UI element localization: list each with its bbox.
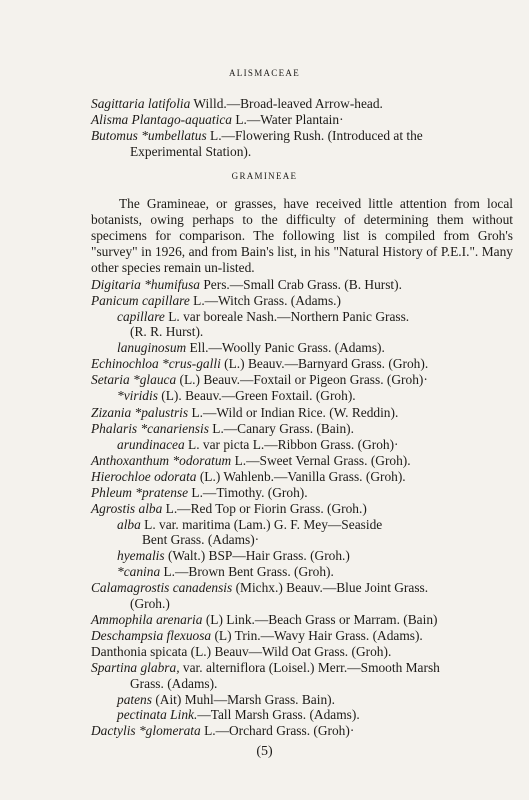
entry-line: Dactylis *glomerata L.—Orchard Grass. (Groh)· [91,723,355,738]
entry-line: patens (Ait) Muhl—Marsh Grass. Bain). [117,692,335,707]
entry-line: Digitaria *humifusa Pers.—Small Crab Grass. (B. Hurst). [91,277,402,292]
entry-line: Echinochloa *crus-galli (L.) Beauv.—Barnyard Grass. (Groh). [91,356,429,371]
entry-line: alba L. var. maritima (Lam.) G. F. Mey—Seaside [117,517,383,532]
entry-line: Grass. (Adams). [130,676,218,691]
entry-line: Zizania *palustris L.—Wild or Indian Rice. (W. Reddin). [91,405,399,420]
entry-line: Panicum capillare L.—Witch Grass. (Adams.) [91,293,341,308]
entry-line: Phleum *pratense L.—Timothy. (Groh). [91,485,308,500]
entry-line: *viridis (L). Beauv.—Green Foxtail. (Groh). [117,388,356,403]
entry-line: Phalaris *canariensis L.—Canary Grass. (Bain). [91,421,354,436]
page-number: (5) [256,744,273,759]
entry-line: hyemalis (Walt.) BSP—Hair Grass. (Groh.) [117,548,350,563]
entry-line: Experimental Station). [130,144,252,159]
entry-line: (Groh.) [130,596,170,611]
entry-line: Sagittaria latifolia Willd.—Broad-leaved Arrow-head. [91,96,383,111]
entry-line: Setaria *glauca (L.) Beauv.—Foxtail or Pigeon Grass. (Groh)· [91,372,428,387]
entry-line: Butomus *umbellatus L.—Flowering Rush. (Introduced at the [91,128,423,143]
entry-line: *canina L.—Brown Bent Grass. (Groh). [117,564,334,579]
entry-line: (R. R. Hurst). [130,324,204,339]
entry-line: Ammophila arenaria (L) Link.—Beach Grass or Marram. (Bain) [91,612,438,627]
entry-line: capillare L. var boreale Nash.—Northern Panic Grass. [117,309,410,324]
entry-line: Hierochloe odorata (L.) Wahlenb.—Vanilla Grass. (Groh). [91,469,406,484]
entry-line: Spartina glabra, var. alterniflora (Loisel.) Merr.—Smooth Marsh [91,660,440,675]
entry-line: Alisma Plantago-aquatica L.—Water Plantain· [91,112,344,127]
entry-line: arundinacea L. var picta L.—Ribbon Grass. (Groh)· [117,437,399,452]
entry-line: Anthoxanthum *odoratum L.—Sweet Vernal Grass. (Groh). [91,453,411,468]
entry-line: lanuginosum Ell.—Woolly Panic Grass. (Adams). [117,340,385,355]
entry-line: Danthonia spicata (L.) Beauv—Wild Oat Grass. (Groh). [91,644,392,659]
entry-line: Bent Grass. (Adams)· [142,532,260,547]
section-heading-gramineae: GRAMINEAE [231,171,298,181]
entry-line: Deschampsia flexuosa (L) Trin.—Wavy Hair Grass. (Adams). [91,628,423,643]
section-heading-alismaceae: ALISMACEAE [229,68,300,78]
entry-line: Agrostis alba L.—Red Top or Fiorin Grass. (Groh.) [91,501,367,516]
intro-paragraph: The Gramineae, or grasses, have received little attention from local botanists, owing perhaps to the difficulty of determining them without specimens for comparison. The following list is compiled from Groh's "survey" in 1926, and from Bain's list, in his "Natural History of P.E.I.". Many other species remain un-listed. [91,196,513,275]
entry-line: Calamagrostis canadensis (Michx.) Beauv.—Blue Joint Grass. [91,580,429,595]
entry-line: pectinata Link.—Tall Marsh Grass. (Adams). [117,707,360,722]
